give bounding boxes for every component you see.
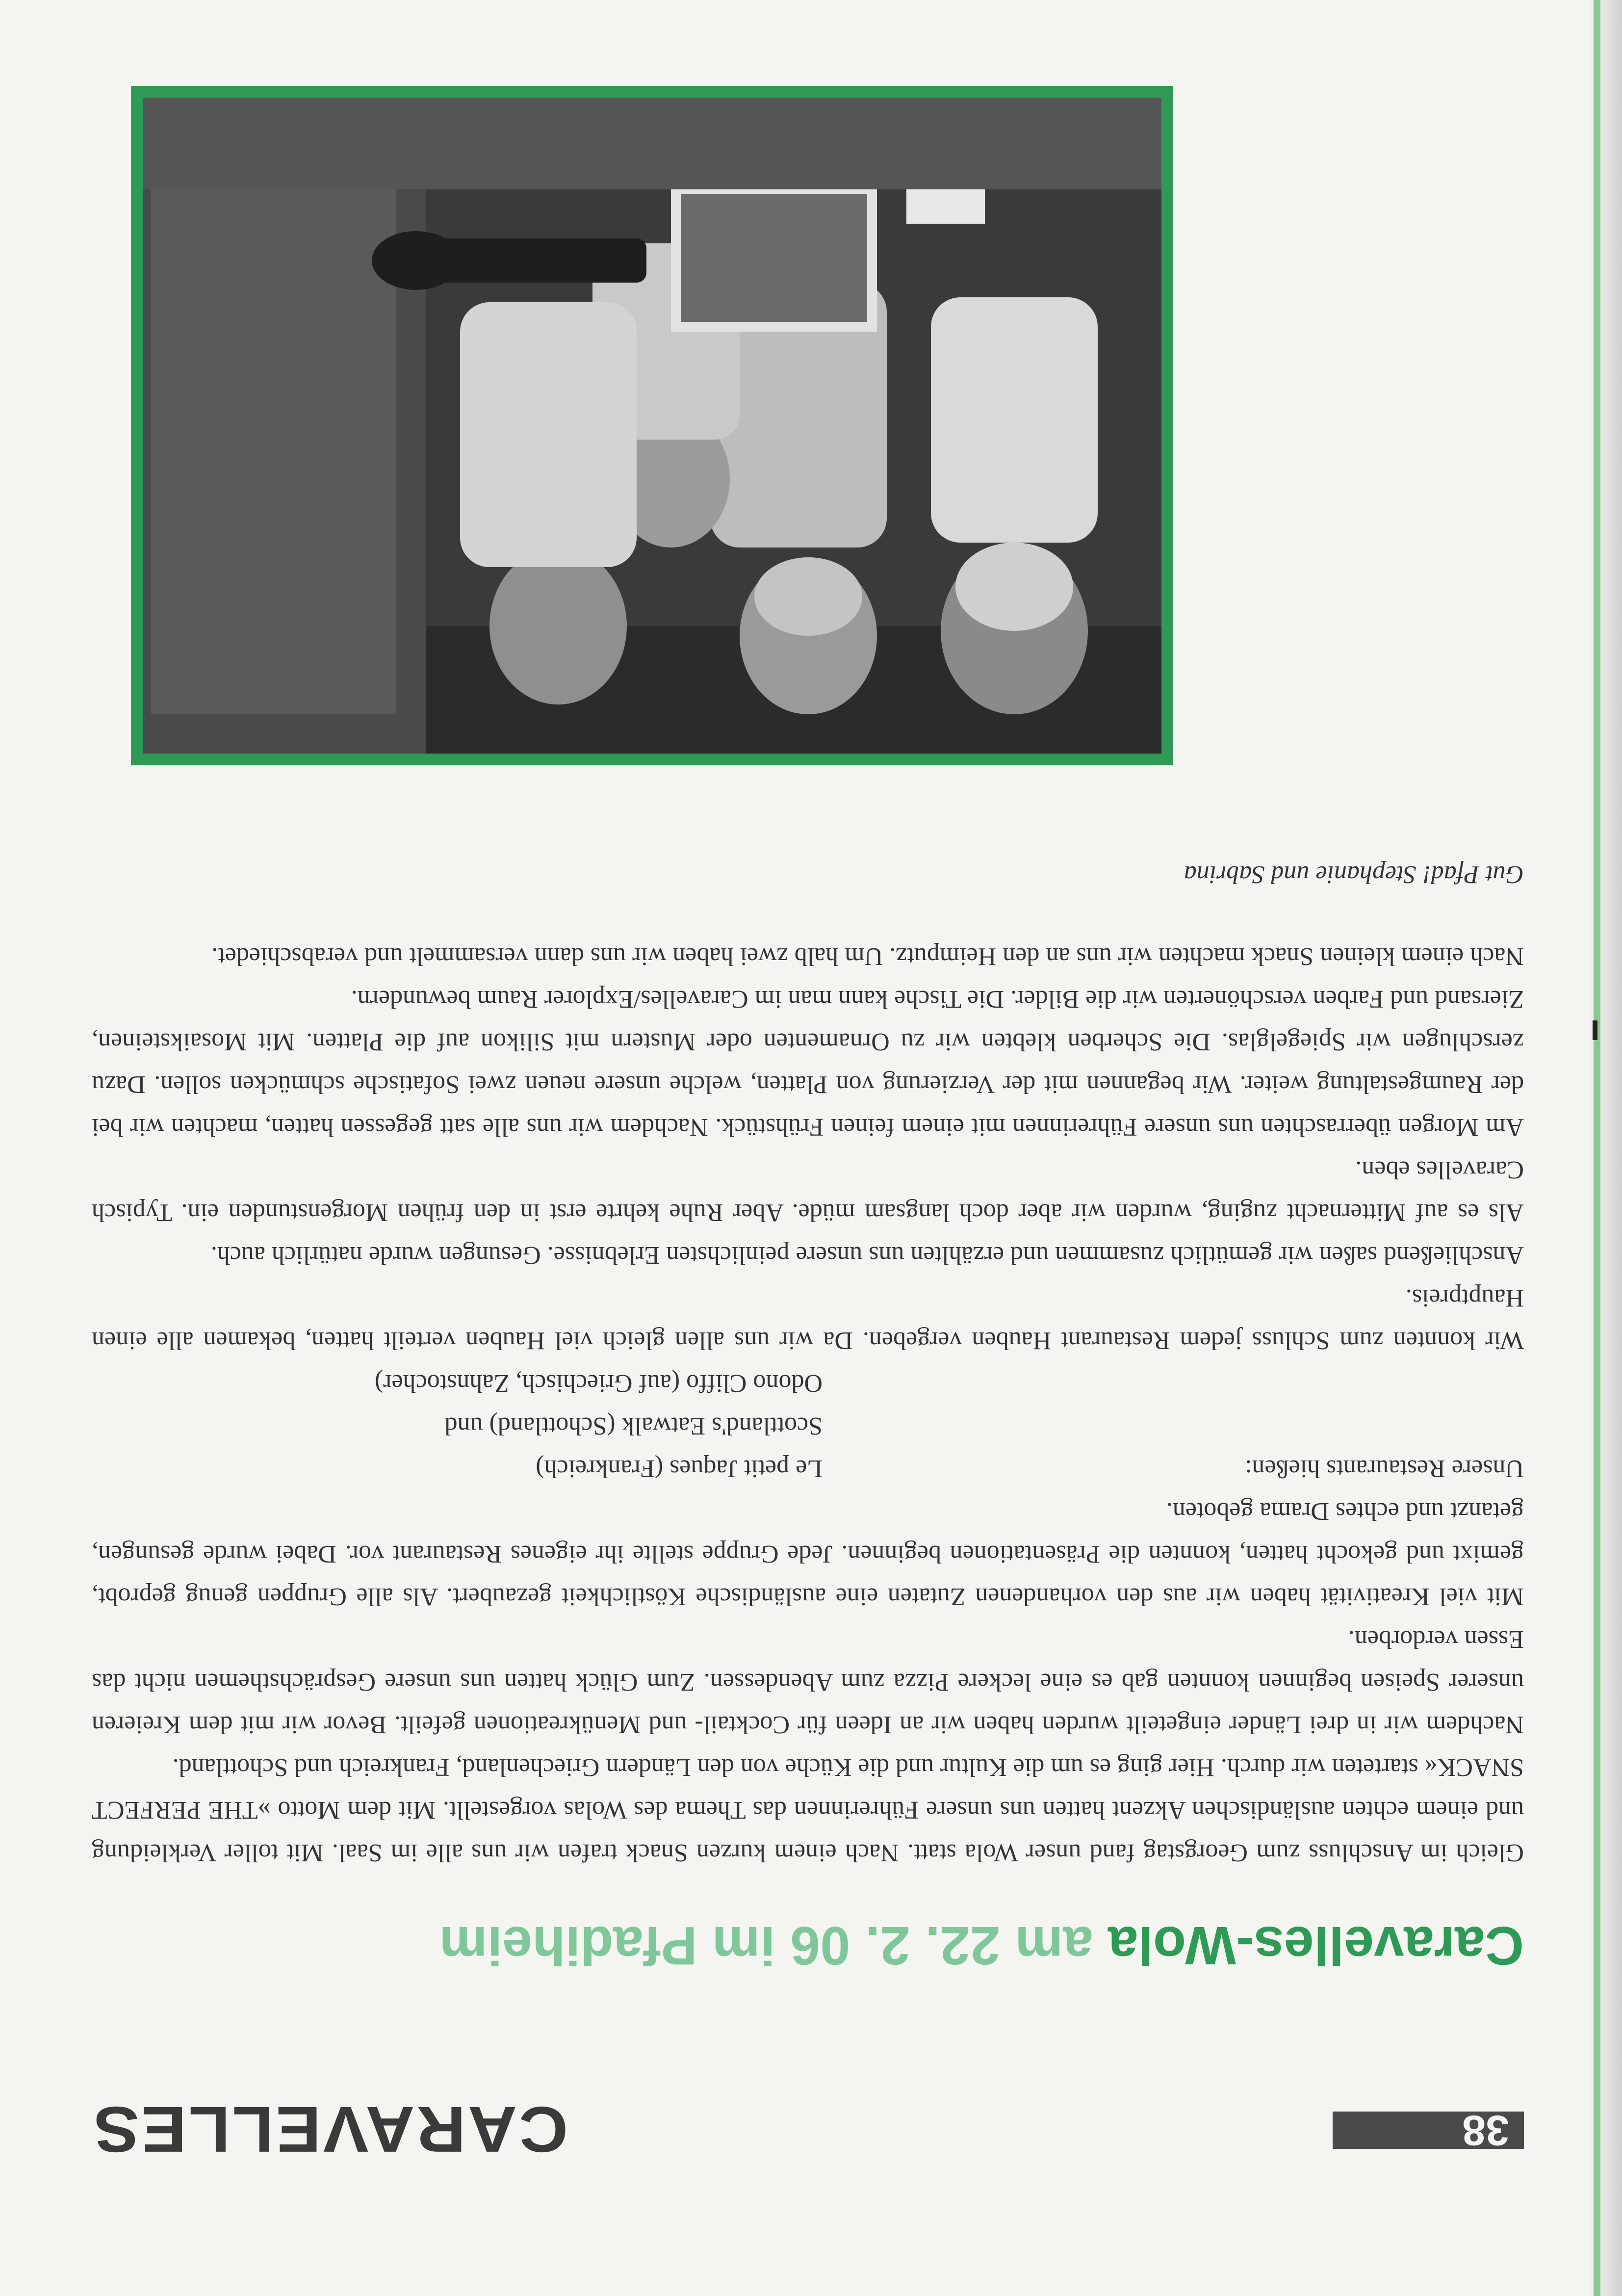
group-photo	[143, 98, 1161, 754]
paragraph: Gleich im Anschluss zum Georgstag fand unser Wola statt. Nach einem kurzen Snack trafen wir uns alle im Saal. Mit toller Verkleidung und einem echten ausländischen Akzent hatten uns unsere Führerinnen das Thema des Wolas vorgestellt. Mit dem Motto »THE PERFECT SNACK« starteten wir durch. Hier ging es um die Kultur und die Küche von den Ländern Griechenland, Frankreich und Schottland.	[92, 1753, 1524, 1867]
article-headline	[92, 1913, 1524, 1977]
page-number	[1333, 2107, 1524, 2154]
restaurants-list	[375, 1362, 823, 1490]
headline-part-1: Caravelles-Wola	[1108, 1915, 1524, 1976]
page-green-edge	[1594, 0, 1600, 2296]
paragraph: Nachdem wir in drei Länder eingeteilt wurden haben wir an Ideen für Cocktail- und Menükreationen gefeilt. Bevor wir mit dem Kreieren unserer Speisen beginnen konnten gab es eine leckere Pizza zum Abendessen. Zum Glück hatten uns unsere Gesprächsthemen nicht das Essen verdorben.	[92, 1625, 1524, 1739]
restaurants-label: Unsere Restaurants hießen:	[1245, 1455, 1524, 1483]
paragraph: Anschließend saßen wir gemütlich zusammen und erzählten uns unsere peinlichsten Erlebnisse. Gesungen wurde natürlich auch.	[210, 1241, 1524, 1269]
page-binding-edge	[1588, 0, 1622, 2296]
paragraph: Am Morgen überraschten uns unsere Führerinnen mit einem feinen Frühstück. Nachdem wir uns alle satt gegessen hatten, machten wir bei der Raumgestaltung weiter. Wir begannen mit der Verzierung von Platten, welche unsere neuen zwei Sofatische schmücken sollen. Dazu zerschlugen wir Spiegelglas. Die Scherben klebten wir zu Ornamenten oder Mustern mit Silikon auf die Platten. Mit Mosaiksteinen, Ziersand und Farben verschönerten wir die Bilder. Die Tische kann man im Caravelles/Explorer Raum bewundern.	[92, 985, 1524, 1141]
article-body	[92, 853, 1524, 1874]
restaurant-item: Scottland's Eatwalk (Schottland) und	[444, 1412, 823, 1440]
paragraph: Wir konnten zum Schluss jedem Restaurant Hauben vergeben. Da wir uns allen gleich viel Hauben verteilt hatten, bekamen alle einen Hauptpreis.	[92, 1284, 1524, 1355]
headline-part-2: am 22. 2. 06 im Pfadiheim	[439, 1915, 1093, 1976]
page-number-text: 38	[1462, 2107, 1509, 2154]
restaurants-block	[92, 1362, 1524, 1490]
paragraph: Nach einem kleinen Snack machten wir uns an den Heimputz. Um halb zwei haben wir uns dann versammelt und verabschiedet.	[211, 942, 1524, 970]
paragraph: Als es auf Mitternacht zuging, wurden wir aber doch langsam müde. Aber Ruhe kehrte erst in den frühen Morgenstunden ein. Typisch Caravelles eben.	[92, 1156, 1524, 1226]
restaurant-item: Le petit Jaques (Frankreich)	[536, 1455, 823, 1483]
photo-image	[143, 98, 1161, 754]
paragraph: Mit viel Kreativität haben wir aus den vorhandenen Zutaten eine ausländische Köstlichkeit gezaubert. Als alle Gruppen genug geprobt, gemixt und gekocht hatten, konnten die Präsentationen beginnen. Jede Gruppe stellte ihr eigenes Restaurant vor. Dabei wurde gesungen, getanzt und echtes Drama geboten.	[92, 1497, 1524, 1611]
photo-frame	[131, 86, 1173, 765]
article-signoff: Gut Pfad! Stephanie und Sabrina	[1184, 861, 1524, 888]
restaurant-item: Odono Cliffo (auf Griechisch, Zahnstocher)	[374, 1369, 823, 1397]
section-title: CARAVELLES	[92, 2093, 568, 2166]
binding-mark	[1593, 1020, 1597, 1040]
